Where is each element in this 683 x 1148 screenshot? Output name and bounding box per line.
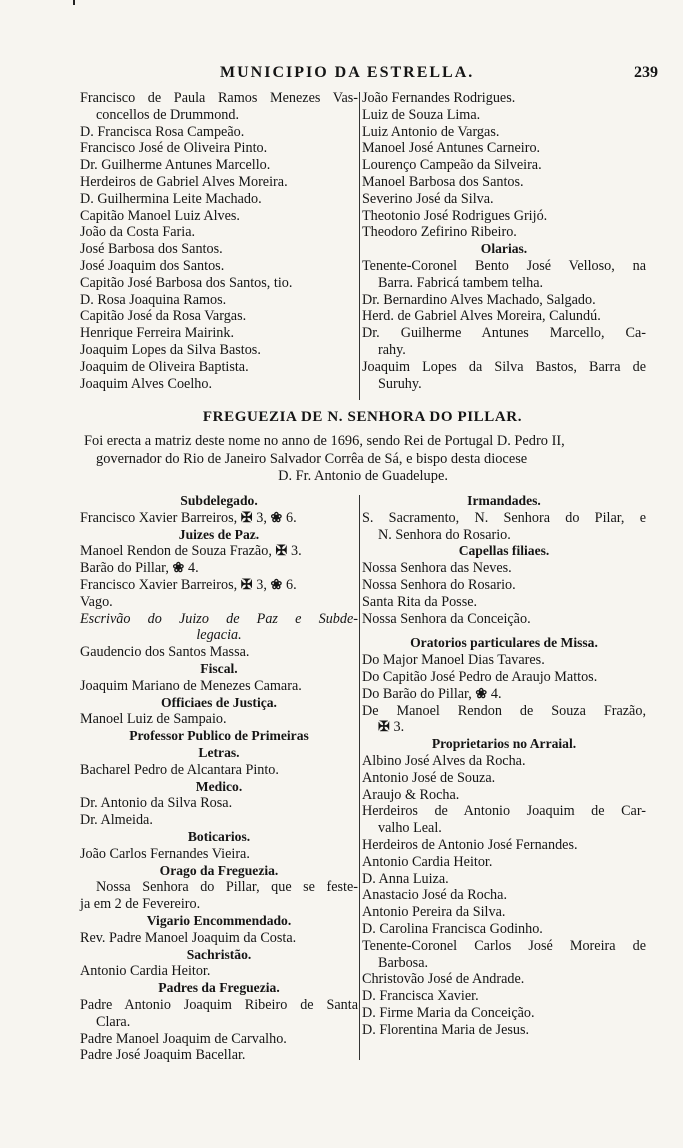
entry-number: 6.: [286, 509, 297, 526]
list-item: Luiz Antonio de Vargas.: [362, 123, 500, 140]
list-item: Herdeiros de Antonio Joaquim de Car-: [362, 803, 646, 820]
list-item: Francisco de Paula Ramos Menezes Vas-: [80, 90, 358, 106]
list-item: Capitão José da Rosa Vargas.: [80, 308, 247, 325]
list-item: Herdeiros de Gabriel Alves Moreira.: [80, 173, 288, 190]
list-item: Herdeiros de Antonio José Fernandes.: [362, 836, 578, 853]
list-item: De Manoel Rendon de Souza Frazão,: [362, 702, 646, 719]
entry-name: Do Barão do Pillar,: [362, 685, 472, 702]
list-item: Nossa Senhora da Conceição.: [362, 610, 531, 627]
list-item: Antonio Pereira da Silva.: [362, 904, 506, 921]
list-item: Santa Rita da Posse.: [362, 593, 478, 610]
list-item: João Fernandes Rodrigues.: [362, 90, 516, 106]
list-item: ja em 2 de Fevereiro.: [80, 896, 201, 913]
list-item: S. Sacramento, N. Senhora do Pilar, e: [362, 509, 646, 526]
rose-icon: ❀: [172, 560, 185, 577]
section-heading: Padres da Freguezia.: [158, 980, 280, 996]
list-item: [80, 577, 358, 594]
list-item: Anastacio José da Rocha.: [362, 887, 507, 904]
list-item: João Carlos Fernandes Vieira.: [80, 845, 250, 862]
list-item: Nossa Senhora do Pillar, que se feste-: [96, 879, 358, 896]
section-heading: Professor Publico de Primeiras: [129, 728, 309, 744]
list-item: Nossa Senhora do Rosario.: [362, 576, 516, 593]
list-item: Araujo & Rocha.: [362, 786, 460, 803]
list-item: N. Senhora do Rosario.: [378, 526, 511, 543]
list-item: Joaquim Alves Coelho.: [80, 375, 213, 392]
list-item: Tenente-Coronel Bento José Velloso, na: [362, 257, 646, 274]
list-item: Gaudencio dos Santos Massa.: [80, 644, 250, 661]
list-item: Albino José Alves da Rocha.: [362, 752, 526, 769]
scan-mark: [73, 0, 75, 5]
list-item: [362, 686, 646, 703]
section-heading: Capellas filiaes.: [458, 543, 550, 559]
list-item: rahy.: [378, 341, 406, 358]
section-heading: Juizes de Paz.: [178, 526, 260, 542]
section-heading: Boticarios.: [187, 828, 251, 844]
section-heading: Letras.: [198, 744, 240, 760]
cross-icon: ✠: [275, 543, 288, 560]
entry-number: 3.: [290, 543, 302, 560]
list-item: Joaquim de Oliveira Baptista.: [80, 358, 249, 375]
cross-icon: ✠: [240, 509, 253, 526]
entry-number: 4.: [187, 560, 199, 577]
list-item: Barbosa.: [378, 954, 429, 971]
list-item: Herd. de Gabriel Alves Moreira, Calundú.: [362, 308, 601, 325]
entry-number: 4.: [490, 685, 502, 702]
list-item: D. Rosa Joaquina Ramos.: [80, 291, 227, 308]
bottom-right-column: [362, 493, 646, 1039]
list-item: Dr. Guilherme Antunes Marcello, Ca-: [362, 325, 646, 342]
list-item: Francisco José de Oliveira Pinto.: [80, 140, 268, 157]
list-item: Antonio José de Souza.: [362, 769, 496, 786]
section-title: FREGUEZIA DE N. SENHORA DO PILLAR.: [202, 409, 523, 425]
entry-name: Francisco Xavier Barreiros,: [80, 509, 238, 526]
list-item: D. Firme Maria da Conceição.: [362, 1004, 535, 1021]
list-item: Clara.: [96, 1013, 131, 1030]
list-item: Antonio Cardia Heitor.: [362, 853, 493, 870]
section-heading: Orago da Freguezia.: [159, 862, 279, 878]
section-heading: Proprietarios no Arraial.: [431, 736, 577, 752]
cross-icon: ✠: [378, 719, 390, 736]
page-header: [80, 64, 660, 86]
list-item: Do Major Manoel Dias Tavares.: [362, 652, 545, 669]
list-item: Henrique Ferreira Mairink.: [80, 325, 235, 342]
entry-name: Francisco Xavier Barreiros,: [80, 576, 238, 593]
escrivao-heading: Escrivão do Juizo de Paz e Subde-: [80, 610, 358, 627]
list-item: Bacharel Pedro de Alcantara Pinto.: [80, 761, 279, 778]
list-item: Dr. Almeida.: [80, 812, 153, 829]
list-item: Manoel Luiz de Sampaio.: [80, 711, 227, 728]
list-item: D. Carolina Francisca Godinho.: [362, 920, 543, 937]
section-heading: Oratorios particulares de Missa.: [410, 635, 598, 651]
section-heading: Subdelegado.: [180, 493, 258, 508]
olarias-heading: Olarias.: [480, 241, 528, 257]
list-item: Capitão Manoel Luiz Alves.: [80, 207, 240, 224]
top-right-column: [362, 90, 646, 392]
section-heading: Officiaes de Justiça.: [161, 694, 277, 710]
page-title: MUNICIPIO DA ESTRELLA.: [220, 64, 475, 81]
list-item: João da Costa Faria.: [80, 224, 196, 241]
section-heading: Vigario Encommendado.: [146, 912, 292, 928]
list-item: Do Capitão José Pedro de Araujo Mattos.: [362, 668, 598, 685]
section-heading: Fiscal.: [200, 660, 238, 676]
list-item: Lourenço Campeão da Silveira.: [362, 157, 542, 174]
list-item: Theodoro Zefirino Ribeiro.: [362, 224, 517, 241]
entry-name: Barão do Pillar,: [80, 560, 169, 577]
entry-number: 3,: [256, 576, 267, 593]
list-item: Joaquim Lopes da Silva Bastos.: [80, 341, 261, 358]
list-item: Tenente-Coronel Carlos José Moreira de: [362, 937, 646, 954]
spacer: [362, 627, 646, 635]
list-item: Luiz de Souza Lima.: [362, 106, 481, 123]
section-heading: Medico.: [195, 778, 243, 794]
intro-line: D. Fr. Antonio de Guadelupe.: [278, 468, 448, 484]
list-item: Severino José da Silva.: [362, 190, 494, 207]
list-item: Theotonio José Rodrigues Grijó.: [362, 207, 548, 224]
list-item: Padre Manoel Joaquim de Carvalho.: [80, 1030, 287, 1047]
column-divider: [359, 92, 360, 400]
list-item: D. Francisca Rosa Campeão.: [80, 123, 245, 140]
list-item: D. Anna Luiza.: [362, 870, 449, 887]
list-item: Antonio Cardia Heitor.: [80, 963, 211, 980]
list-item: Dr. Antonio da Silva Rosa.: [80, 795, 233, 812]
list-item: [80, 510, 358, 527]
cross-icon: ✠: [240, 576, 253, 593]
list-item: Christovão José de Andrade.: [362, 971, 525, 988]
list-item: concellos de Drummond.: [96, 106, 240, 123]
entry-number: 3.: [393, 719, 405, 736]
list-item: José Barbosa dos Santos.: [80, 241, 223, 258]
list-item: Joaquim Lopes da Silva Bastos, Barra de: [362, 358, 646, 375]
list-item: valho Leal.: [378, 820, 442, 837]
list-item: D. Florentina Maria de Jesus.: [362, 1021, 530, 1038]
list-item: Capitão José Barbosa dos Santos, tio.: [80, 274, 293, 291]
list-item: Barra. Fabricá tambem telha.: [378, 274, 544, 291]
bottom-left-column: [80, 493, 358, 1064]
escrivao-heading: legacia.: [196, 627, 242, 644]
list-item: D. Guilhermina Leite Machado.: [80, 190, 262, 207]
section-heading: Irmandades.: [467, 493, 541, 508]
rose-icon: ❀: [270, 509, 283, 526]
list-item: [80, 560, 358, 577]
list-item: Padre José Joaquim Bacellar.: [80, 1047, 246, 1064]
list-item: [362, 719, 646, 736]
list-item: Vago.: [80, 593, 113, 610]
rose-icon: ❀: [270, 576, 283, 593]
list-item: Manoel José Antunes Carneiro.: [362, 140, 541, 157]
list-item: Dr. Bernardino Alves Machado, Salgado.: [362, 291, 596, 308]
list-item: Joaquim Mariano de Menezes Camara.: [80, 677, 302, 694]
rose-icon: ❀: [475, 685, 488, 702]
section-heading: Sachristão.: [186, 946, 252, 962]
list-item: D. Francisca Xavier.: [362, 988, 479, 1005]
column-divider: [359, 495, 360, 1060]
intro-line: Foi erecta a matriz deste nome no anno de 1696, sendo Rei de Portugal D. Pedro II,: [84, 433, 565, 449]
top-left-column: [80, 90, 358, 392]
page-number: 239: [634, 64, 658, 81]
list-item: Dr. Guilherme Antunes Marcello.: [80, 157, 271, 174]
list-item: Padre Antonio Joaquim Ribeiro de Santa: [80, 996, 358, 1013]
list-item: Nossa Senhora das Neves.: [362, 560, 512, 577]
list-item: Rev. Padre Manoel Joaquim da Costa.: [80, 929, 297, 946]
entry-number: 6.: [286, 576, 297, 593]
list-item: Manoel Barbosa dos Santos.: [362, 173, 524, 190]
intro-paragraph: [80, 433, 646, 486]
intro-line: governador do Rio de Janeiro Salvador Corrêa de Sá, e bispo desta diocese: [96, 450, 528, 467]
list-item: José Joaquim dos Santos.: [80, 257, 225, 274]
entry-name: Manoel Rendon de Souza Frazão,: [80, 543, 272, 560]
entry-number: 3,: [256, 509, 267, 526]
list-item: Suruhy.: [378, 375, 422, 392]
list-item: [80, 543, 358, 560]
